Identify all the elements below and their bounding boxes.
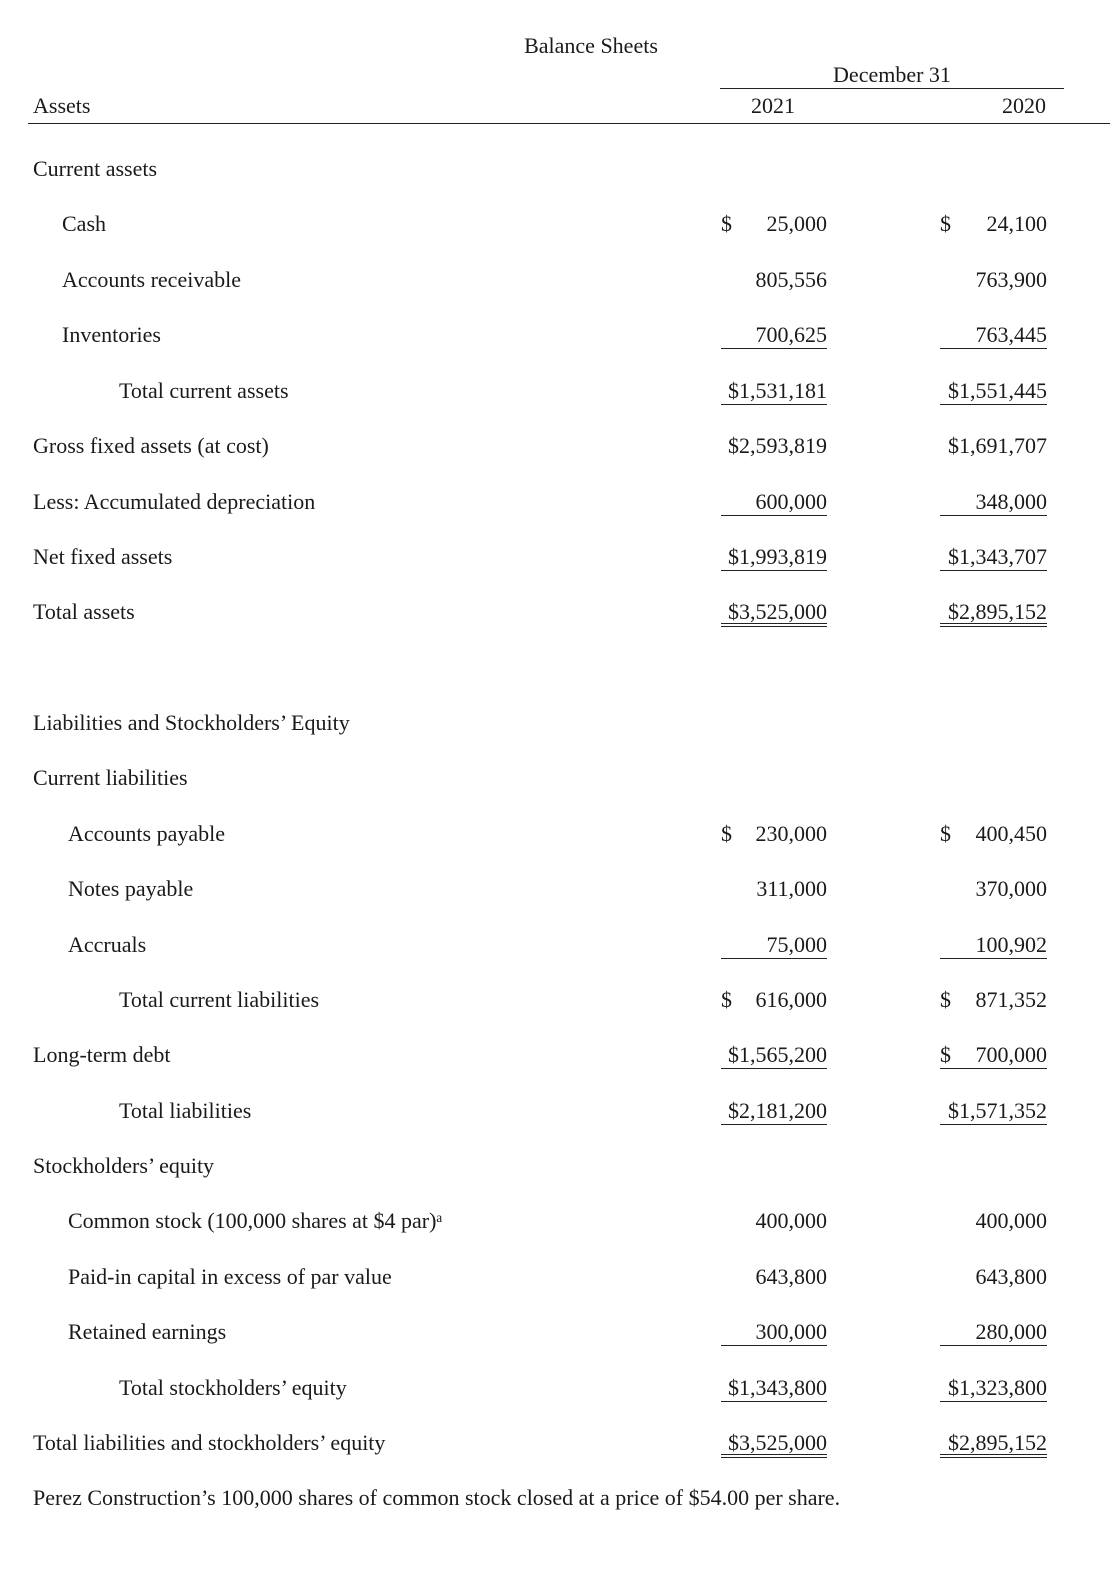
value-2021: $ 25,000	[721, 211, 827, 236]
assets-header: Assets	[33, 93, 91, 118]
value-2021: 400,000	[755, 1208, 827, 1233]
row-notes-payable	[0, 876, 1118, 902]
row-label: Common stock (100,000 shares at $4 par)ᵃ	[68, 1208, 443, 1233]
value-2020: $1,323,800	[940, 1375, 1047, 1402]
value-2020: $ 700,000	[940, 1042, 1047, 1067]
value-2020: 763,445	[940, 322, 1047, 349]
year-2020-header: 2020	[1002, 93, 1046, 118]
value-2021: $ 616,000	[721, 987, 827, 1012]
row-net-fixed-assets	[0, 544, 1118, 570]
document-title: Balance Sheets	[524, 33, 658, 58]
row-retained-earnings	[0, 1319, 1118, 1345]
row-label: Liabilities and Stockholders’ Equity	[33, 710, 350, 735]
section-current-assets	[0, 156, 1118, 182]
row-label: Less: Accumulated depreciation	[33, 489, 316, 514]
value-2021: $2,593,819	[728, 433, 827, 458]
row-accounts-payable	[0, 821, 1118, 847]
row-label: Accounts payable	[68, 821, 225, 846]
value-2020: $1,343,707	[940, 544, 1047, 571]
row-accruals	[0, 932, 1118, 958]
value-2021: 700,625	[721, 322, 827, 349]
value-2020: $2,895,152	[940, 599, 1047, 627]
value-2021: $1,993,819	[721, 544, 827, 571]
row-label: Accounts receivable	[62, 267, 241, 292]
value-2020: 643,800	[975, 1264, 1047, 1289]
value-2021: 600,000	[721, 489, 827, 516]
value-2020: 400,000	[975, 1208, 1047, 1233]
row-cash	[0, 211, 1118, 237]
row-label: Total liabilities and stockholders’ equity	[33, 1430, 386, 1455]
footnote: Perez Construction’s 100,000 shares of common stock closed at a price of $54.00 per share.	[33, 1485, 841, 1510]
value-2021: 75,000	[721, 932, 827, 959]
value-2021: 643,800	[755, 1264, 827, 1289]
row-label: Paid-in capital in excess of par value	[68, 1264, 392, 1289]
value-2020: $ 400,450	[940, 821, 1047, 846]
value-2020: $1,691,707	[948, 433, 1047, 458]
row-common-stock	[0, 1208, 1118, 1234]
year-2021-header: 2021	[751, 93, 795, 118]
row-paid-in-capital	[0, 1264, 1118, 1290]
row-label: Gross fixed assets (at cost)	[33, 433, 269, 458]
value-2021: 311,000	[756, 876, 827, 901]
value-2021: $2,181,200	[721, 1098, 827, 1125]
value-2021: 805,556	[755, 267, 827, 292]
row-label: Inventories	[62, 322, 161, 347]
row-label: Total stockholders’ equity	[119, 1375, 347, 1400]
row-accounts-receivable	[0, 267, 1118, 293]
row-label: Notes payable	[68, 876, 194, 901]
value-2020: $2,895,152	[940, 1430, 1047, 1458]
value-2021: 300,000	[721, 1319, 827, 1346]
section-current-liabilities	[0, 765, 1118, 791]
row-label: Total current assets	[119, 378, 289, 403]
row-label: Retained earnings	[68, 1319, 227, 1344]
value-2021: $1,343,800	[721, 1375, 827, 1402]
row-label: Accruals	[68, 932, 147, 957]
section-stockholders-equity	[0, 1153, 1118, 1179]
row-inventories	[0, 322, 1118, 348]
row-total-liabilities-and-equity	[0, 1430, 1118, 1456]
value-2021: $3,525,000	[721, 599, 827, 627]
row-label: Stockholders’ equity	[33, 1153, 215, 1178]
value-2021: $1,531,181	[721, 378, 827, 405]
section-liabilities-equity	[0, 710, 1118, 736]
value-2020: 280,000	[940, 1319, 1047, 1346]
row-label: Cash	[62, 211, 106, 236]
value-2020: 370,000	[975, 876, 1047, 901]
value-2020: $1,571,352	[940, 1098, 1047, 1125]
row-label: Total current liabilities	[119, 987, 320, 1012]
row-label: Total liabilities	[119, 1098, 252, 1123]
row-accumulated-depreciation	[0, 489, 1118, 515]
row-label: Current assets	[33, 156, 158, 181]
value-2020: 100,902	[940, 932, 1047, 959]
value-2021: $3,525,000	[721, 1430, 827, 1458]
value-2021: $1,565,200	[721, 1042, 827, 1069]
value-2020: $ 871,352	[940, 987, 1047, 1012]
row-label: Long-term debt	[33, 1042, 171, 1067]
period-header: December 31	[720, 62, 1064, 89]
row-total-current-liabilities	[0, 987, 1118, 1013]
row-total-assets	[0, 599, 1118, 625]
value-2020: $1,551,445	[940, 378, 1047, 405]
row-total-current-assets	[0, 378, 1118, 404]
row-gross-fixed-assets	[0, 433, 1118, 459]
row-long-term-debt	[0, 1042, 1118, 1068]
value-2020: $ 24,100	[940, 211, 1047, 236]
row-total-stockholders-equity	[0, 1375, 1118, 1401]
value-2021: $ 230,000	[721, 821, 827, 846]
row-total-liabilities	[0, 1098, 1118, 1124]
row-label: Total assets	[33, 599, 135, 624]
value-2020: 348,000	[940, 489, 1047, 516]
row-label: Current liabilities	[33, 765, 188, 790]
header-rule	[28, 123, 1110, 124]
row-label: Net fixed assets	[33, 544, 173, 569]
value-2020: 763,900	[975, 267, 1047, 292]
